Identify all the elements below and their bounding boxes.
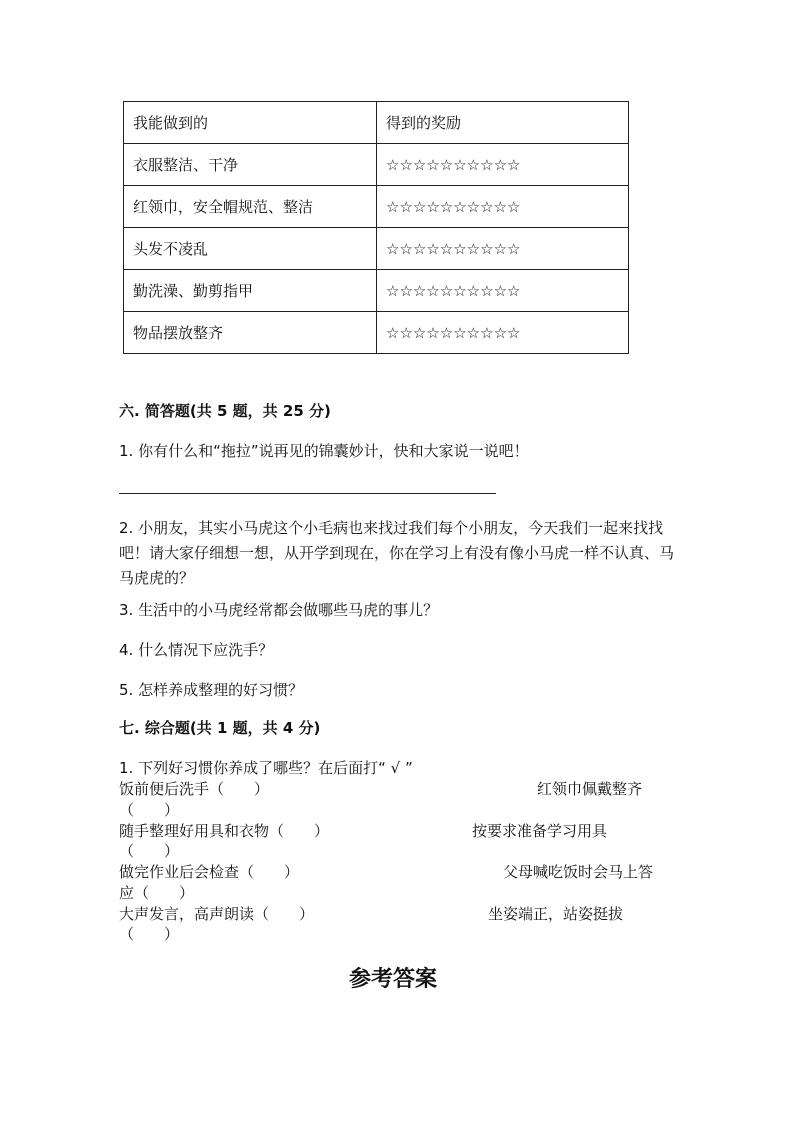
- table-row: [124, 228, 629, 270]
- table-header-row: [124, 102, 629, 144]
- habit-cell: 衣服整洁、干净: [124, 144, 377, 186]
- section6-title: 六. 简答题(共 5 题，共 25 分): [119, 402, 331, 420]
- section7-title: 七. 综合题(共 1 题，共 4 分): [119, 719, 321, 737]
- table-header-cell: 我能做到的: [124, 102, 377, 144]
- table-header-cell: 得到的奖励: [377, 102, 629, 144]
- section6-question-2: 2. 小朋友，其实小马虎这个小毛病也来找过我们每个小朋友，今天我们一起来找找吧！请大家仔细想一想，从开学到现在，你在学习上有没有像小马虎一样不认真、马马虎虎的？: [119, 519, 675, 587]
- reward-stars-cell: ☆☆☆☆☆☆☆☆☆☆: [377, 270, 629, 312]
- reward-stars-cell: ☆☆☆☆☆☆☆☆☆☆: [377, 312, 629, 354]
- habit-item-left: 做完作业后会检查（ ）: [119, 863, 300, 881]
- answer-key-title: 参考答案: [349, 966, 438, 992]
- section6-question-1: 1. 你有什么和“拖拉”说再见的锦囊妙计，快和大家说一说吧！: [119, 442, 529, 460]
- habit-cell: 勤洗澡、勤剪指甲: [124, 270, 377, 312]
- habit-item-left: 饭前便后洗手（ ）: [119, 780, 270, 798]
- section6-question-4: 4. 什么情况下应洗手？: [119, 641, 274, 659]
- section7-question-1: 1. 下列好习惯你养成了哪些？在后面打“ √ ”: [119, 759, 413, 777]
- reward-stars-cell: ☆☆☆☆☆☆☆☆☆☆: [377, 228, 629, 270]
- habit-item-right: 红领巾佩戴整齐: [537, 780, 643, 798]
- habit-item-right-paren: （ ）: [119, 842, 180, 860]
- reward-stars-cell: ☆☆☆☆☆☆☆☆☆☆: [377, 186, 629, 228]
- reward-table: [123, 101, 629, 354]
- habit-item-left: 大声发言，高声朗读（ ）: [119, 905, 315, 923]
- habit-cell: 红领巾，安全帽规范、整洁: [124, 186, 377, 228]
- habit-item-right: 父母喊吃饭时会马上答: [503, 863, 654, 881]
- reward-stars-cell: ☆☆☆☆☆☆☆☆☆☆: [377, 144, 629, 186]
- table-row: [124, 312, 629, 354]
- answer-line: [119, 493, 496, 494]
- habit-item-right-paren: （ ）: [119, 801, 180, 819]
- habit-item-right-paren: 应（ ）: [119, 884, 195, 902]
- section6-question-5: 5. 怎样养成整理的好习惯？: [119, 681, 304, 699]
- table-row: [124, 270, 629, 312]
- habit-item-right: 按要求准备学习用具: [472, 822, 608, 840]
- section6-question-3: 3. 生活中的小马虎经常都会做哪些马虎的事儿？: [119, 601, 439, 619]
- table-row: [124, 144, 629, 186]
- table-row: [124, 186, 629, 228]
- habit-cell: 物品摆放整齐: [124, 312, 377, 354]
- habit-item-left: 随手整理好用具和衣物（ ）: [119, 822, 330, 840]
- habit-item-right: 坐姿端正，站姿挺拔: [488, 905, 624, 923]
- habit-cell: 头发不凌乱: [124, 228, 377, 270]
- habit-item-right-paren: （ ）: [119, 925, 180, 943]
